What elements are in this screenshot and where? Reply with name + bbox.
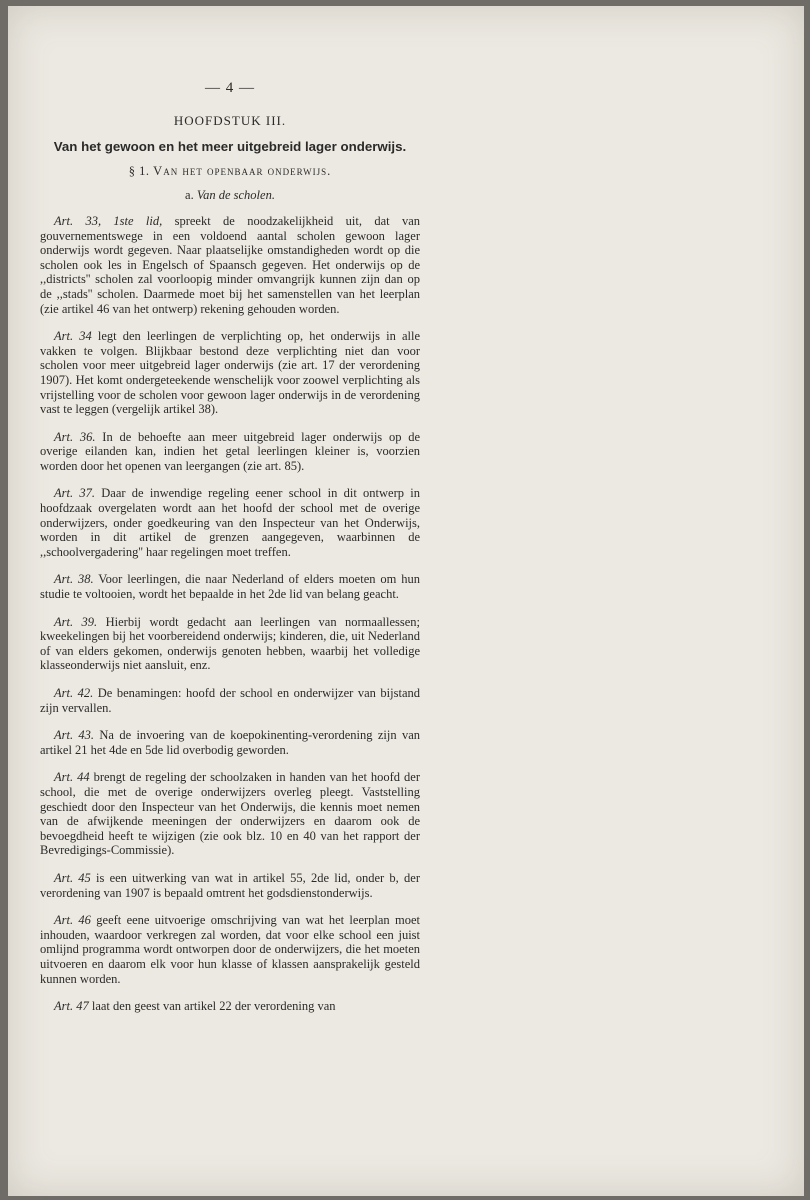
article-ref: Art. 43. <box>54 728 95 743</box>
page-number: — 4 — <box>205 80 255 96</box>
subsection-letter: a. <box>185 188 194 203</box>
section-title: Van het openbaar onderwijs. <box>153 163 332 178</box>
paragraph-text: brengt de regeling der schoolzaken in handen van het hoofd der school, die met de overige onderwijzers overleg pleegt. Vaststelling geschiedt door den Inspecteur van het Onderwijs, die kennis moet nemen van de afwijkende meeningen der onderwijzers en daarom ook de bevoegdheid heeft te wijzigen (zie ook blz. 10 en 40 van het rapport der Bevredigings-Commissie). <box>40 770 420 858</box>
paragraph-text: In de behoefte aan meer uitgebreid lager onderwijs op de overige eilanden kan, indien het getal leerlingen kleiner is, voorzien worden door het openen van leergangen (zie art. 85). <box>40 429 421 473</box>
paragraph-art-45 <box>40 871 420 900</box>
article-ref: Art. 34 <box>54 329 92 344</box>
paragraph-text: spreekt de noodzakelijkheid uit, dat van gouvernementswege in een voldoend aantal scholen gewoon lager onderwijs wordt gegeven. Naar plaatselijke omstandigheden wordt op die scholen ook les in Engelsch of Spaansch gegeven. Het onderwijs op de ,,districts'' scholen zal voorloopig minder omvangrijk kunnen zijn dan op de ,,stads'' scholen. Daarmede moet bij het samenstellen van het leerplan (zie artikel 46 van het ontwerp) rekening gehouden worden. <box>40 213 420 316</box>
chapter-heading: HOOFDSTUK III. <box>173 112 287 128</box>
article-ref: Art. 47 <box>54 999 89 1014</box>
paragraph-text: Hierbij wordt gedacht aan leerlingen van normaallessen; kweekelingen bij het voorbereidend onderwijs; kinderen, die, uit Nederland of van elders gekomen, onderwijs genoten hebben, waarbij het volledige klasseonderwijs niet aansluit, enz. <box>40 614 420 673</box>
paragraph-text: legt den leerlingen de verplichting op, het onderwijs in alle vakken te volgen. Blijkbaar bestond deze verplichting niet dan voor scholen voor meer uitgebreid lager onderwijs (zie art. 17 der verordening 1907). Het komt ondergeteekende wenschelijk voor zoowel verplichting als vrijstelling voor de scholen voor gewoon lager onderwijs in de verordening vast te leggen (vergelijk artikel 38). <box>40 329 420 417</box>
article-ref: Art. 38. <box>54 572 94 587</box>
paragraph-art-43 <box>40 728 420 757</box>
paragraph-art-44 <box>40 770 420 858</box>
paragraph-text: geeft eene uitvoerige omschrijving van wat het leerplan moet inhouden, waardoor verkregen zal worden, dat voor elke school een juist omlijnd programma wordt ontworpen door de onderwijzers, die het moeten uitvoeren en daarom elk voor hun klasse of klassen aansprakelijk gesteld kunnen worden. <box>40 913 420 986</box>
article-ref: Art. 44 <box>54 770 90 785</box>
paragraph-art-38 <box>40 572 420 601</box>
paragraph-text: Voor leerlingen, die naar Nederland of elders moeten om hun studie te voltooien, wordt het bepaalde in het 2de lid van belang geacht. <box>40 572 420 602</box>
paragraph-text: De benamingen: hoofd der school en onderwijzer van bijstand zijn vervallen. <box>40 686 420 715</box>
paragraph-art-46 <box>40 913 420 986</box>
paragraph-text: is een uitwerking van wat in artikel 55, 2de lid, onder b, der verordening van 1907 is bepaald omtrent het godsdienstonderwijs. <box>40 870 420 900</box>
paragraph-art-33 <box>40 214 420 316</box>
paragraph-art-42 <box>40 686 420 715</box>
paragraph-text: Daar de inwendige regeling eener school in dit ontwerp in hoofdzaak overgelaten wordt aan het hoofd der school met de overige onderwijzers, onder goedkeuring van den Inspecteur van het Onderwijs, worden in dit artikel de grenzen aangegeven, waarbinnen de ,,schoolvergadering'' haar regelingen moet treffen. <box>40 486 420 559</box>
chapter-title: Van het gewoon en het meer uitgebreid lager onderwijs. <box>53 139 407 155</box>
article-ref: Art. 42. <box>54 686 94 700</box>
paragraph-art-34 <box>40 329 420 417</box>
article-ref: Art. 45 <box>54 870 91 885</box>
paragraph-art-36 <box>40 430 420 474</box>
article-ref: Art. 37. <box>54 486 95 501</box>
paragraph-art-37 <box>40 486 420 559</box>
paragraph-text: Na de invoering van de koepokinenting-verordening zijn van artikel 21 het 4de en 5de lid overbodig geworden. <box>40 728 420 757</box>
paragraph-text: laat den geest van artikel 22 der verordening van <box>91 999 336 1014</box>
article-ref: Art. 33, 1ste lid, <box>54 213 163 228</box>
paragraph-art-47 <box>40 999 420 1014</box>
article-ref: Art. 39. <box>54 614 98 629</box>
subsection-heading <box>40 188 420 203</box>
document-page <box>8 6 804 1196</box>
section-heading <box>40 164 420 179</box>
paragraph-art-39 <box>40 615 420 673</box>
page-content <box>40 70 420 1014</box>
subsection-title: Van de scholen. <box>196 188 275 203</box>
section-number: § 1. <box>128 163 150 178</box>
article-ref: Art. 36. <box>54 429 96 444</box>
article-ref: Art. 46 <box>54 913 91 928</box>
